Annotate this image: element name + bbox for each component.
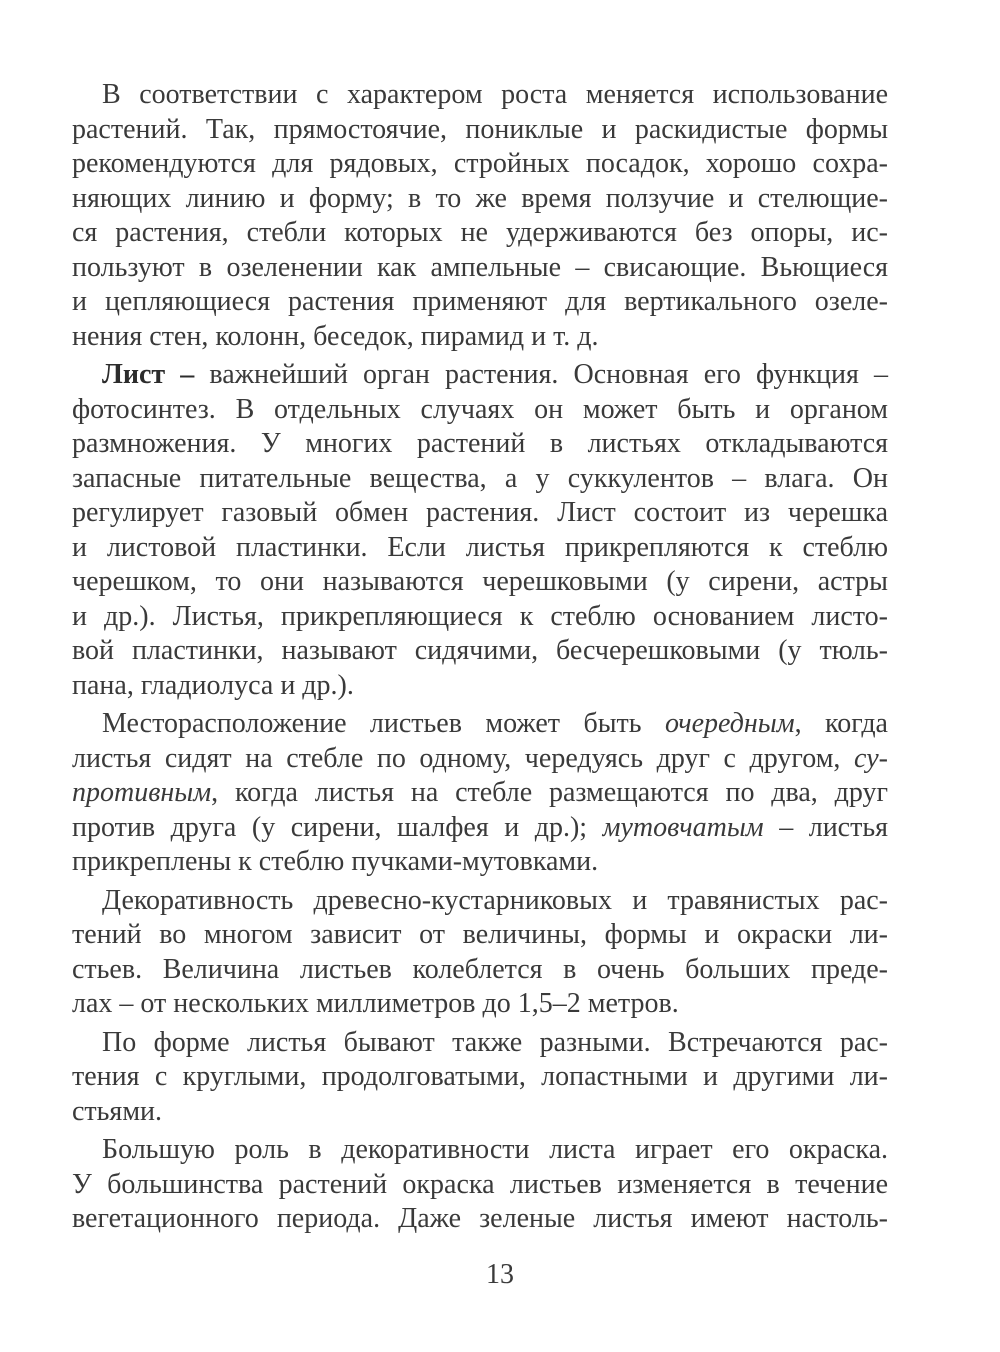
text-line: и листовой пластинки. Если листья прикрепляются к стеблю	[72, 531, 888, 563]
text-line: тения с круглыми, продолговатыми, лопастными и другими ли-	[72, 1061, 888, 1092]
text-line: запасные питательные вещества, а у суккулентов – влага. Он	[72, 462, 888, 494]
text-line: вегетационного периода. Даже зеленые листья имеют настоль-	[72, 1203, 888, 1234]
text-line: няющих линию и форму; в то же время ползучие и стелющие-	[72, 182, 888, 214]
text-line: стьев. Величина листьев колеблется в очень больших преде-	[72, 953, 888, 985]
text-line: размножения. У многих растений в листьях откладываются	[72, 428, 888, 459]
term-bold: Лист –	[102, 359, 195, 390]
text-line: пользуют в озеленении как ампельные – свисающие. Вьющиеся	[72, 251, 888, 283]
text-line: пана, гладиолуса и др.).	[72, 669, 354, 701]
page-text	[72, 78, 888, 1237]
text-line: фотосинтез. В отдельных случаях он может быть и органом	[72, 393, 888, 425]
text-line: стьями.	[72, 1095, 163, 1127]
paragraph	[72, 707, 888, 880]
term-italic: су-	[854, 742, 888, 774]
text-line: растений. Так, прямостоячие, пониклые и раскидистые формы	[72, 113, 888, 145]
paragraph	[72, 884, 888, 1022]
text-line: Лист – важнейший орган растения. Основная его функция –	[102, 359, 888, 390]
text-line: По форме листья бывают также разными. Встречаются рас-	[102, 1026, 888, 1058]
text-line: Месторасположение листьев может быть очередным, когда	[102, 708, 888, 739]
paragraph	[72, 1026, 888, 1130]
text-line: В соответствии с характером роста меняется использование	[102, 79, 888, 110]
text-line: листья сидят на стебле по одному, чередуясь друг с другом, су-	[72, 742, 888, 774]
paragraph	[72, 78, 888, 354]
text-line: тений во многом зависит от величины, формы и окраски ли-	[72, 919, 888, 950]
text-line: и цепляющиеся растения применяют для вертикального озеле-	[72, 286, 888, 317]
text-line: прикреплены к стеблю пучками-мутовками.	[72, 846, 599, 877]
text-line: против друга (у сирени, шалфея и др.); мутовчатым – листья	[72, 811, 888, 843]
text-line: вой пластинки, называют сидячими, бесчерешковыми (у тюль-	[72, 635, 888, 666]
text-line: лах – от нескольких миллиметров до 1,5–2 метров.	[72, 988, 679, 1019]
paragraph	[72, 358, 888, 703]
paragraph	[72, 1133, 888, 1237]
text-line: регулирует газовый обмен растения. Лист состоит из черешка	[72, 497, 888, 528]
text-line: и др.). Листья, прикрепляющиеся к стеблю основанием листо-	[72, 600, 888, 632]
term-italic: очередным	[664, 708, 795, 739]
term-italic: мутовчатым	[602, 811, 764, 843]
text-line: Декоративность древесно-кустарниковых и травянистых рас-	[102, 884, 888, 916]
text-line: рекомендуются для рядовых, стройных посадок, хорошо сохра-	[72, 148, 888, 179]
text-line: черешком, то они называются черешковыми (у сирени, астры	[72, 566, 888, 597]
text-line: Большую роль в декоративности листа играет его окраска.	[102, 1134, 888, 1165]
text-line: нения стен, колонн, беседок, пирамид и т. д.	[72, 320, 599, 352]
term-italic: противным	[72, 777, 212, 808]
text-line: ся растения, стебли которых не удерживаются без опоры, ис-	[72, 217, 888, 248]
text-line: У большинства растений окраска листьев изменяется в течение	[72, 1168, 888, 1200]
text-line: противным, когда листья на стебле размещаются по два, друг	[72, 777, 888, 808]
page-number: 13	[486, 1259, 514, 1290]
